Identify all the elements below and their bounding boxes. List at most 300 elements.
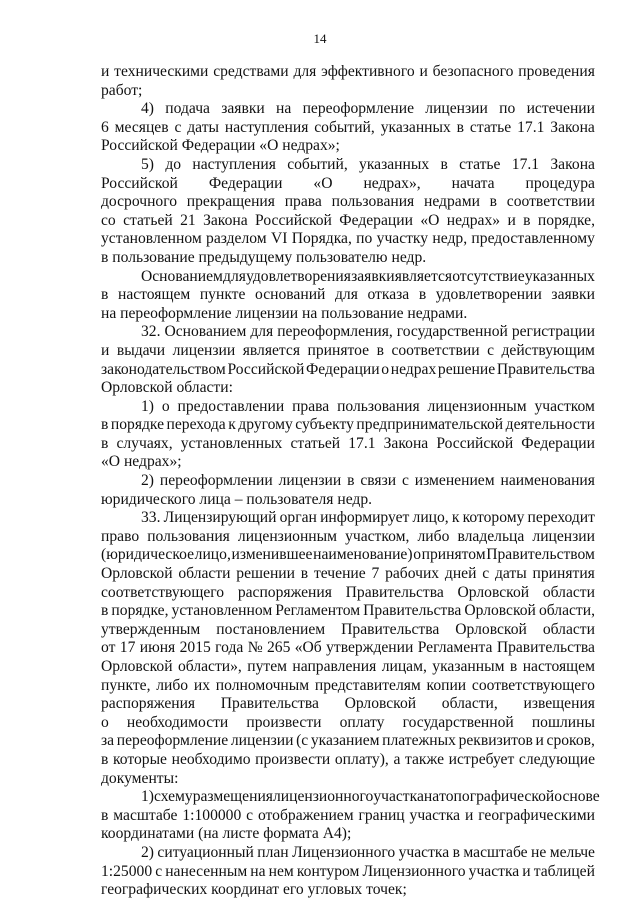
word: «Об <box>294 639 322 657</box>
word: настоящем <box>117 286 191 304</box>
word: владельца <box>457 527 525 545</box>
text-line <box>101 472 595 491</box>
word: и <box>101 341 110 359</box>
word: Правительства <box>363 602 462 620</box>
word: субъекту <box>295 416 354 434</box>
word: другому <box>238 416 293 434</box>
word: области, <box>538 602 595 620</box>
word: № <box>247 639 263 657</box>
word: копии <box>426 676 467 694</box>
word: изменением <box>414 472 495 490</box>
word: 265 <box>266 639 291 657</box>
word: следующие <box>518 750 595 768</box>
word: в <box>452 843 460 861</box>
word: Закона <box>550 118 595 136</box>
word: пользования <box>331 193 415 211</box>
text-line: работ; <box>101 81 143 99</box>
word: области», <box>177 658 242 675</box>
word: Федерации <box>208 174 283 192</box>
word: географическими <box>478 806 595 824</box>
word: до <box>165 155 182 173</box>
word: области <box>542 583 595 601</box>
word: разделом <box>206 230 267 248</box>
word: области <box>542 620 595 638</box>
word: по <box>499 100 516 118</box>
word: 17 <box>119 639 136 657</box>
word: пользования <box>337 397 420 415</box>
word: направления <box>292 658 377 675</box>
word: безопасного <box>432 63 514 80</box>
word: которому <box>462 509 525 527</box>
word: план <box>257 843 289 861</box>
word: их <box>193 676 211 694</box>
word: лицензии <box>532 527 595 545</box>
word: 2) <box>141 843 154 861</box>
word: Российской <box>227 360 305 378</box>
word: 2015 <box>179 639 211 657</box>
word: статье <box>469 118 512 136</box>
word: недрах», <box>363 174 421 192</box>
word: извещения <box>523 695 595 713</box>
word: (юридическое <box>101 546 195 564</box>
word: выдачи <box>116 341 166 359</box>
word: событий, <box>287 155 348 173</box>
word: 17.1 <box>348 434 376 452</box>
word: Закона <box>550 155 595 173</box>
text-line <box>101 677 595 696</box>
word: принятия <box>532 565 595 583</box>
word: соответствующего <box>101 583 225 601</box>
text-line <box>101 193 595 212</box>
word: к <box>228 416 236 434</box>
word: установленных <box>180 434 283 452</box>
word: таблицей <box>533 862 595 880</box>
word: событий, <box>314 118 375 136</box>
word: статьей <box>123 211 173 229</box>
word: наименование) <box>313 546 413 564</box>
word: орган <box>279 509 317 527</box>
word: течение <box>313 565 366 583</box>
word: переоформление <box>116 732 229 750</box>
word: «О <box>313 174 333 192</box>
word: Орловской <box>344 695 417 713</box>
word: Российской <box>101 174 178 192</box>
word: 33. <box>141 509 161 527</box>
word: Федерации <box>339 211 413 229</box>
word: начата <box>451 174 495 192</box>
word: контуром <box>296 862 360 880</box>
word: по <box>356 230 373 248</box>
text-line <box>101 863 595 882</box>
word: в <box>347 472 355 490</box>
word: установленном <box>171 602 273 620</box>
word: распоряжения <box>237 583 332 601</box>
word: 17.1 <box>511 155 540 173</box>
word: является <box>242 341 301 359</box>
word: и <box>101 63 110 80</box>
text-line <box>101 807 595 826</box>
word: переоформлении <box>159 472 273 490</box>
word: процедура <box>525 174 595 192</box>
word: право <box>101 527 140 545</box>
word: утверждении <box>326 639 414 657</box>
word: не <box>531 843 547 861</box>
word: с <box>155 862 163 880</box>
text-line <box>101 732 595 751</box>
page-number: 14 <box>313 31 327 46</box>
word: путем <box>247 658 287 675</box>
text-line: в пользование предыдущему пользователю недр. <box>101 248 427 266</box>
word: оснований <box>255 286 326 304</box>
text-line: на переоформление лицензии на пользование недрами. <box>101 304 468 322</box>
word: пошлины <box>531 713 595 731</box>
word: и <box>522 862 531 880</box>
word: в <box>101 750 109 768</box>
word: Орловской <box>464 602 536 620</box>
word: участка <box>468 862 520 880</box>
word: в <box>101 416 109 434</box>
word: заявки <box>551 286 595 304</box>
word: права <box>292 397 330 415</box>
word: о <box>161 397 170 415</box>
word: Лицензионного <box>362 862 466 880</box>
text-line <box>101 361 595 380</box>
word: Правительства <box>220 695 319 713</box>
word: Лицензирующий <box>163 509 277 527</box>
word: эффективного <box>321 63 415 80</box>
word: порядке <box>110 416 165 434</box>
word: в <box>376 341 384 359</box>
word: участком, <box>345 527 410 545</box>
word: переоформление <box>302 100 415 118</box>
text-line <box>101 100 595 119</box>
word: необходимости <box>126 713 229 731</box>
word: соответствии <box>391 341 480 359</box>
word: и <box>464 806 474 824</box>
word: изменившее <box>231 546 313 564</box>
word: Порядка, <box>291 230 352 248</box>
word: масштабе <box>463 843 528 861</box>
text-line: Орловской области: <box>101 379 233 397</box>
word: Правительством <box>486 546 595 564</box>
word: и <box>535 732 544 750</box>
word: отсутствие <box>452 267 525 285</box>
word: для <box>293 63 317 80</box>
word: на <box>423 788 440 806</box>
word: предпринимательской <box>356 416 504 434</box>
word: в <box>418 286 427 304</box>
word: месяцев <box>114 118 169 136</box>
word: принятое <box>307 341 370 359</box>
word: Правительства <box>496 639 595 657</box>
text-line <box>101 416 595 435</box>
word: наступления <box>224 118 309 136</box>
text-line <box>101 509 595 528</box>
word: с <box>487 341 494 359</box>
word: лицензионного <box>272 788 374 806</box>
word: (с <box>296 732 309 750</box>
word: отказа <box>367 286 410 304</box>
word: 17.1 <box>517 118 545 136</box>
word: в <box>509 658 518 675</box>
text-line <box>101 546 595 565</box>
word: за <box>101 732 115 750</box>
word: Основанием <box>164 323 247 341</box>
word: истребует <box>448 750 515 768</box>
word: решение <box>437 360 496 378</box>
word: нанесенным <box>165 862 248 880</box>
text-line <box>101 230 595 249</box>
word: а <box>393 750 401 768</box>
word: отображением <box>257 806 354 824</box>
word: года <box>215 639 244 657</box>
word: пункте, <box>101 676 151 694</box>
word: лицензионным <box>427 397 527 415</box>
text-line <box>101 63 595 82</box>
word: истечении <box>526 100 595 118</box>
word: переходит <box>527 509 595 527</box>
word: дней <box>444 565 477 583</box>
text-line <box>101 565 595 584</box>
word: недрах <box>390 360 437 378</box>
word: государственной <box>402 713 514 731</box>
word: схему <box>154 788 193 806</box>
text-line <box>101 584 595 603</box>
word: удовлетворении <box>435 286 542 304</box>
word: либо <box>156 676 189 694</box>
word: в <box>440 155 448 173</box>
word: деятельности <box>505 416 595 434</box>
word: на <box>276 100 292 118</box>
word: и <box>507 211 516 229</box>
word: рабочих <box>385 565 440 583</box>
word: либо <box>417 527 450 545</box>
word: утвержденным <box>101 620 201 638</box>
text-line <box>101 435 595 454</box>
word: досрочного <box>101 193 178 211</box>
word: для <box>223 267 246 285</box>
word: недр, <box>432 230 468 248</box>
word: 6 <box>101 118 109 136</box>
word: 1:25000 <box>101 862 153 880</box>
word: и <box>419 63 428 80</box>
word: о <box>381 360 390 378</box>
text-line: координатами (на листе формата А4); <box>101 825 352 843</box>
word: соответствующего <box>471 676 595 694</box>
word: основе <box>554 788 600 806</box>
word: масштабе <box>113 806 178 824</box>
word: с <box>174 118 182 136</box>
word: Российской <box>255 211 332 229</box>
word: размещения <box>192 788 273 806</box>
word: мельче <box>549 843 595 861</box>
word: лицо, <box>412 509 449 527</box>
word: Федерации <box>305 360 380 378</box>
word: государственной <box>396 323 508 341</box>
word: границ <box>358 806 405 824</box>
text-line <box>101 323 595 342</box>
text-line <box>101 286 595 305</box>
text-line: юридического лица – пользователя недр. <box>101 490 373 508</box>
word: установленном <box>101 230 202 248</box>
word: лицо, <box>194 546 231 564</box>
word: недрах» <box>446 211 501 229</box>
word: участка <box>373 788 424 806</box>
word: июня <box>139 639 176 657</box>
word: участка <box>409 806 461 824</box>
word: для <box>250 323 274 341</box>
text-line <box>101 175 595 194</box>
text-line <box>101 751 595 770</box>
word: Основанием <box>141 267 223 285</box>
word: 1) <box>141 788 154 806</box>
word: связи <box>360 472 397 490</box>
word: лицензии <box>230 732 294 750</box>
word: 1:100000 <box>182 806 242 824</box>
word: лицам, <box>381 658 427 675</box>
word: права <box>284 193 322 211</box>
word: пользования <box>147 527 230 545</box>
text-line <box>101 602 595 621</box>
word: предоставленному <box>471 230 595 248</box>
text-line <box>101 714 595 733</box>
word: области <box>178 565 231 583</box>
word: 21 <box>180 211 196 229</box>
word: Закона <box>203 211 248 229</box>
word: лицензионным <box>237 527 337 545</box>
word: заявки <box>221 100 265 118</box>
word: оплату), <box>334 750 389 768</box>
text-line: Российской Федерации «О недрах»; <box>101 137 340 155</box>
word: ситуационный <box>157 843 254 861</box>
text-line <box>101 212 595 231</box>
word: VI <box>270 230 288 248</box>
word: указанных <box>524 267 595 285</box>
text-line <box>101 156 595 175</box>
word: к <box>451 509 460 527</box>
text-line: «О недрах»; <box>101 453 182 471</box>
word: соответствии <box>506 193 595 211</box>
word: решении <box>236 565 295 583</box>
word: на <box>250 862 266 880</box>
word: Регламента <box>417 639 493 657</box>
word: Закона <box>383 434 429 452</box>
word: от <box>101 639 116 657</box>
word: в <box>101 806 109 824</box>
word: Федерации <box>521 434 595 452</box>
word: представителям <box>314 676 421 694</box>
text-line <box>101 119 595 138</box>
word: топографической <box>439 788 555 806</box>
word: пункте <box>199 286 246 304</box>
word: о <box>101 713 109 731</box>
text-line <box>101 342 595 361</box>
word: полномочным <box>215 676 310 694</box>
word: участка <box>398 843 450 861</box>
word: Орловской <box>101 565 173 583</box>
word: со <box>101 211 116 229</box>
word: указанием <box>310 732 380 750</box>
word: постановлением <box>216 620 326 638</box>
word: статьей <box>290 434 341 452</box>
word: Российской <box>436 434 514 452</box>
word: о <box>413 546 421 564</box>
word: с <box>482 565 490 583</box>
word: является <box>394 267 453 285</box>
word: настоящем <box>522 658 595 675</box>
word: участку <box>376 230 429 248</box>
word: в <box>523 211 531 229</box>
word: заявки <box>351 267 395 285</box>
word: в <box>101 286 109 304</box>
word: также <box>405 750 444 768</box>
word: необходимо <box>171 750 251 768</box>
word: порядке, <box>111 602 169 620</box>
text-line <box>101 639 595 658</box>
word: законодательством <box>101 360 226 378</box>
word: лицензии <box>172 341 236 359</box>
text-line <box>101 658 595 677</box>
word: 2) <box>141 472 154 490</box>
word: сроков, <box>546 732 595 750</box>
word: в <box>101 602 109 620</box>
word: области, <box>441 695 498 713</box>
word: принятом <box>421 546 486 564</box>
word: указанных <box>359 155 430 173</box>
word: случаях, <box>116 434 173 452</box>
word: средствами <box>213 63 289 80</box>
word: наступления <box>192 155 276 173</box>
word: порядке, <box>537 211 595 229</box>
word: Правительства <box>341 620 440 638</box>
word: произвести <box>246 713 322 731</box>
word: проведения <box>518 63 595 80</box>
word: 1) <box>141 397 154 415</box>
word: для <box>334 286 358 304</box>
word: реквизитов <box>458 732 533 750</box>
text-line <box>101 621 595 640</box>
word: перехода <box>166 416 226 434</box>
word: недрами <box>423 193 480 211</box>
word: предоставлении <box>177 397 285 415</box>
text-line <box>101 695 595 714</box>
word: «О <box>420 211 440 229</box>
word: Правительства <box>345 583 444 601</box>
word: действующим <box>501 341 595 359</box>
text-line: географических координат его угловых точек; <box>101 881 407 899</box>
word: в <box>300 565 309 583</box>
word: 32. <box>141 323 161 341</box>
word: участком <box>534 397 595 415</box>
word: нем <box>268 862 294 880</box>
word: техническими <box>114 63 209 80</box>
word: Лицензионного <box>292 843 396 861</box>
word: 4) <box>141 100 154 118</box>
word: указанным <box>432 658 505 675</box>
word: переоформления, <box>277 323 393 341</box>
word: 5) <box>141 155 154 173</box>
document-text <box>101 63 600 900</box>
word: лицензии <box>278 472 342 490</box>
word: Регламентом <box>275 602 361 620</box>
word: в <box>101 434 109 452</box>
word: с <box>246 806 254 824</box>
word: лицензии <box>425 100 488 118</box>
word: распоряжения <box>101 695 196 713</box>
text-line <box>101 268 595 287</box>
word: Орловской <box>101 658 173 675</box>
text-line <box>101 528 595 547</box>
